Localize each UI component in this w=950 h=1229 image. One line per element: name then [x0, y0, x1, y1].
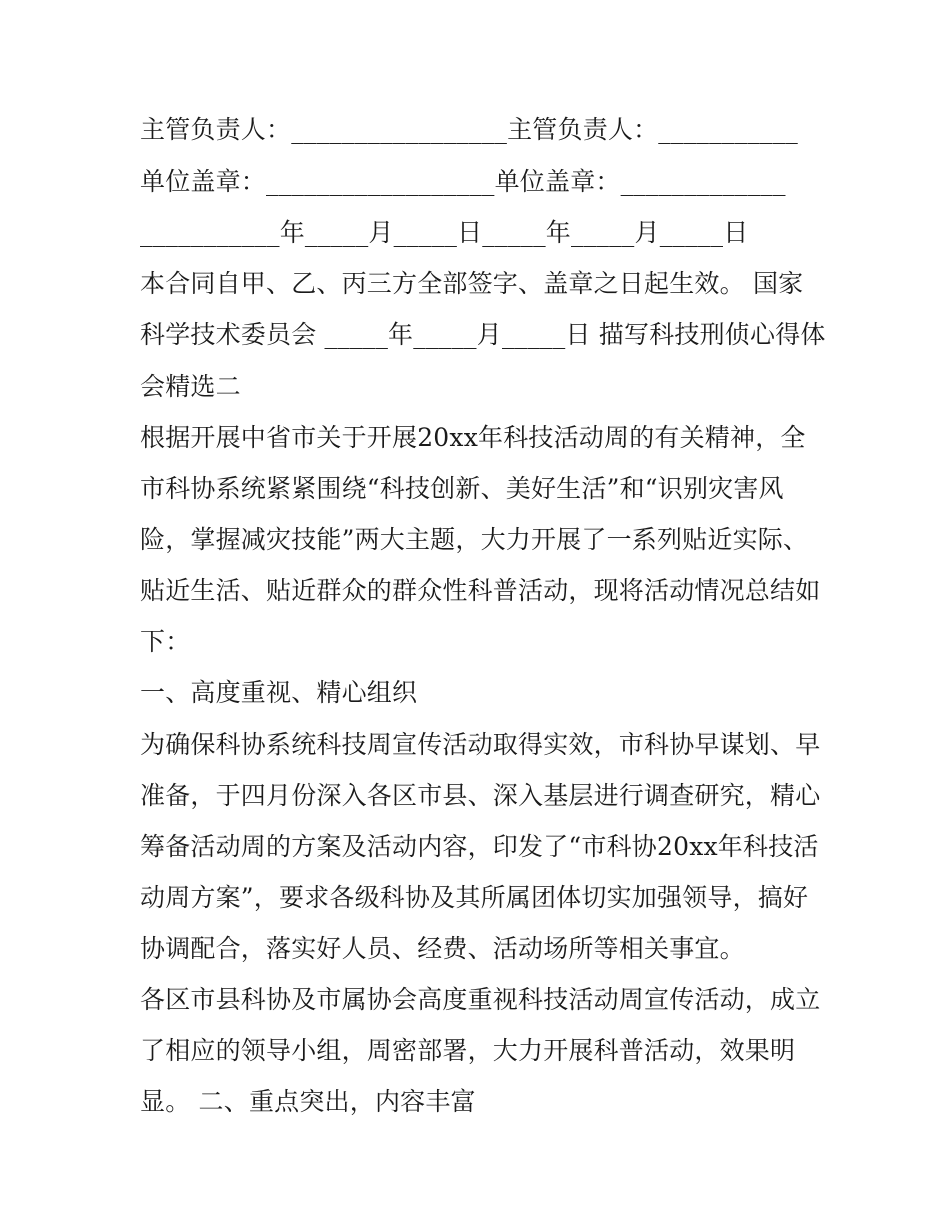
- section-title: 会精选二: [140, 372, 241, 401]
- text-line: 险，掌握减灾技能”两大主题，大力开展了一系列贴近实际、: [140, 525, 809, 554]
- signature-line-supervisor: 主管负责人：_________________主管负责人：___________: [140, 115, 799, 144]
- text-line: 准备，于四月份深入各区市县、深入基层进行调查研究，精心: [140, 781, 821, 810]
- text-line: 了相应的领导小组，周密部署，大力开展科普活动，效果明: [140, 1036, 796, 1065]
- text-line: 为确保科协系统科技周宣传活动取得实效，市科协早谋划、早: [140, 730, 821, 759]
- text-line: 科学技术委员会 _____年_____月_____日 描写科技刑侦心得体: [140, 320, 826, 349]
- text-line: 下：: [140, 627, 191, 656]
- text-line: 本合同自甲、乙、丙三方全部签字、盖章之日起生效。 国家: [140, 269, 804, 298]
- text-line: 根据开展中省市关于开展20xx年科技活动周的有关精神，全: [140, 423, 806, 452]
- section-heading-1: 一、高度重视、精心组织: [140, 678, 418, 707]
- section-heading-2: 显。 二、重点突出，内容丰富: [140, 1087, 476, 1116]
- date-line: ___________年_____月_____日_____年_____月_____日: [140, 218, 749, 247]
- text-line: 筹备活动周的方案及活动内容，印发了“市科协20xx年科技活: [140, 832, 819, 861]
- text-line: 市科协系统紧紧围绕“科技创新、美好生活”和“识别灾害风: [140, 474, 784, 503]
- signature-line-seal: 单位盖章：__________________单位盖章：_____________: [140, 167, 786, 196]
- text-line: 各区市县科协及市属协会高度重视科技活动周宣传活动，成立: [140, 985, 821, 1014]
- text-line: 协调配合，落实好人员、经费、活动场所等相关事宜。: [140, 934, 745, 963]
- text-line: 动周方案”，要求各级科协及其所属团体切实加强领导，搞好: [140, 883, 809, 912]
- text-line: 贴近生活、贴近群众的群众性科普活动，现将活动情况总结如: [140, 576, 821, 605]
